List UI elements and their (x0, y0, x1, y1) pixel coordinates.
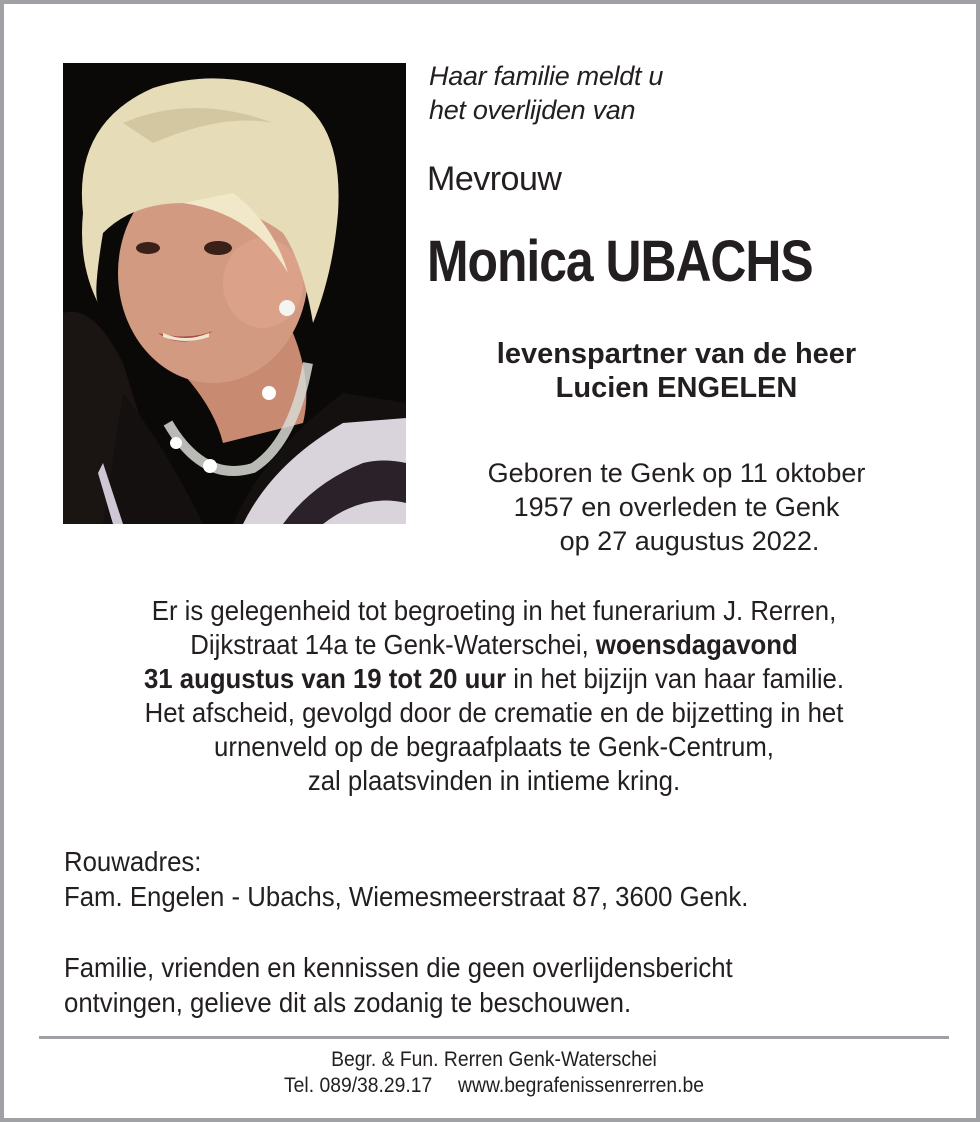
funeral-home-phone: Tel. 089/38.29.17 (284, 1074, 433, 1097)
title-prefix: Mevrouw (427, 160, 562, 198)
visitation-line-1: Er is gelegenheid tot begroeting in het funerarium J. Rerren, (151, 595, 837, 626)
mourning-address (64, 844, 748, 914)
portrait-photo (63, 63, 406, 524)
address-value: Fam. Engelen - Ubachs, Wiemesmeerstraat 87, 3600 Genk. (64, 881, 749, 912)
intro-line-1: Haar familie meldt u (429, 61, 664, 91)
footer (80, 1047, 908, 1099)
partner-text (424, 337, 929, 405)
closing-line-1: Familie, vrienden en kennissen die geen overlijdensbericht (64, 952, 733, 983)
closing-line-2: ontvingen, gelieve dit als zodanig te beschouwen. (64, 987, 632, 1018)
birth-death-dates (424, 456, 929, 558)
visitation-day: woensdagavond (595, 629, 798, 660)
visitation-line-2 (80, 628, 908, 662)
closing-text (64, 950, 733, 1020)
partner-line-1: levenspartner van de heer (496, 338, 857, 370)
visitation-text (80, 594, 908, 798)
footer-divider (39, 1036, 949, 1039)
footer-contact (80, 1073, 908, 1099)
visitation-family: in het bijzijn van haar familie. (506, 663, 845, 694)
intro-line-2: het overlijden van (429, 95, 636, 125)
visitation-line-3 (80, 662, 908, 696)
funeral-home-website[interactable]: www.begrafenissenrerren.be (458, 1074, 704, 1097)
visitation-line-5: urnenveld op de begraafplaats te Genk-Centrum, (214, 731, 774, 762)
partner-line-2: Lucien ENGELEN (555, 372, 798, 404)
visitation-line-6: zal plaatsvinden in intieme kring. (307, 765, 681, 796)
funeral-home-name: Begr. & Fun. Rerren Genk-Waterschei (331, 1048, 657, 1071)
dates-line-1: Geboren te Genk op 11 oktober (487, 458, 866, 488)
intro-text (429, 59, 663, 127)
dates-line-3: op 27 augustus 2022. (559, 526, 820, 556)
address-label: Rouwadres: (64, 846, 202, 877)
visitation-location: Dijkstraat 14a te Genk-Waterschei, (190, 629, 596, 660)
deceased-name: Monica UBACHS (427, 229, 813, 294)
visitation-line-4: Het afscheid, gevolgd door de crematie en de bijzetting in het (144, 697, 844, 728)
dates-line-2: 1957 en overleden te Genk (513, 492, 840, 522)
visitation-time: 31 augustus van 19 tot 20 uur (143, 663, 507, 694)
